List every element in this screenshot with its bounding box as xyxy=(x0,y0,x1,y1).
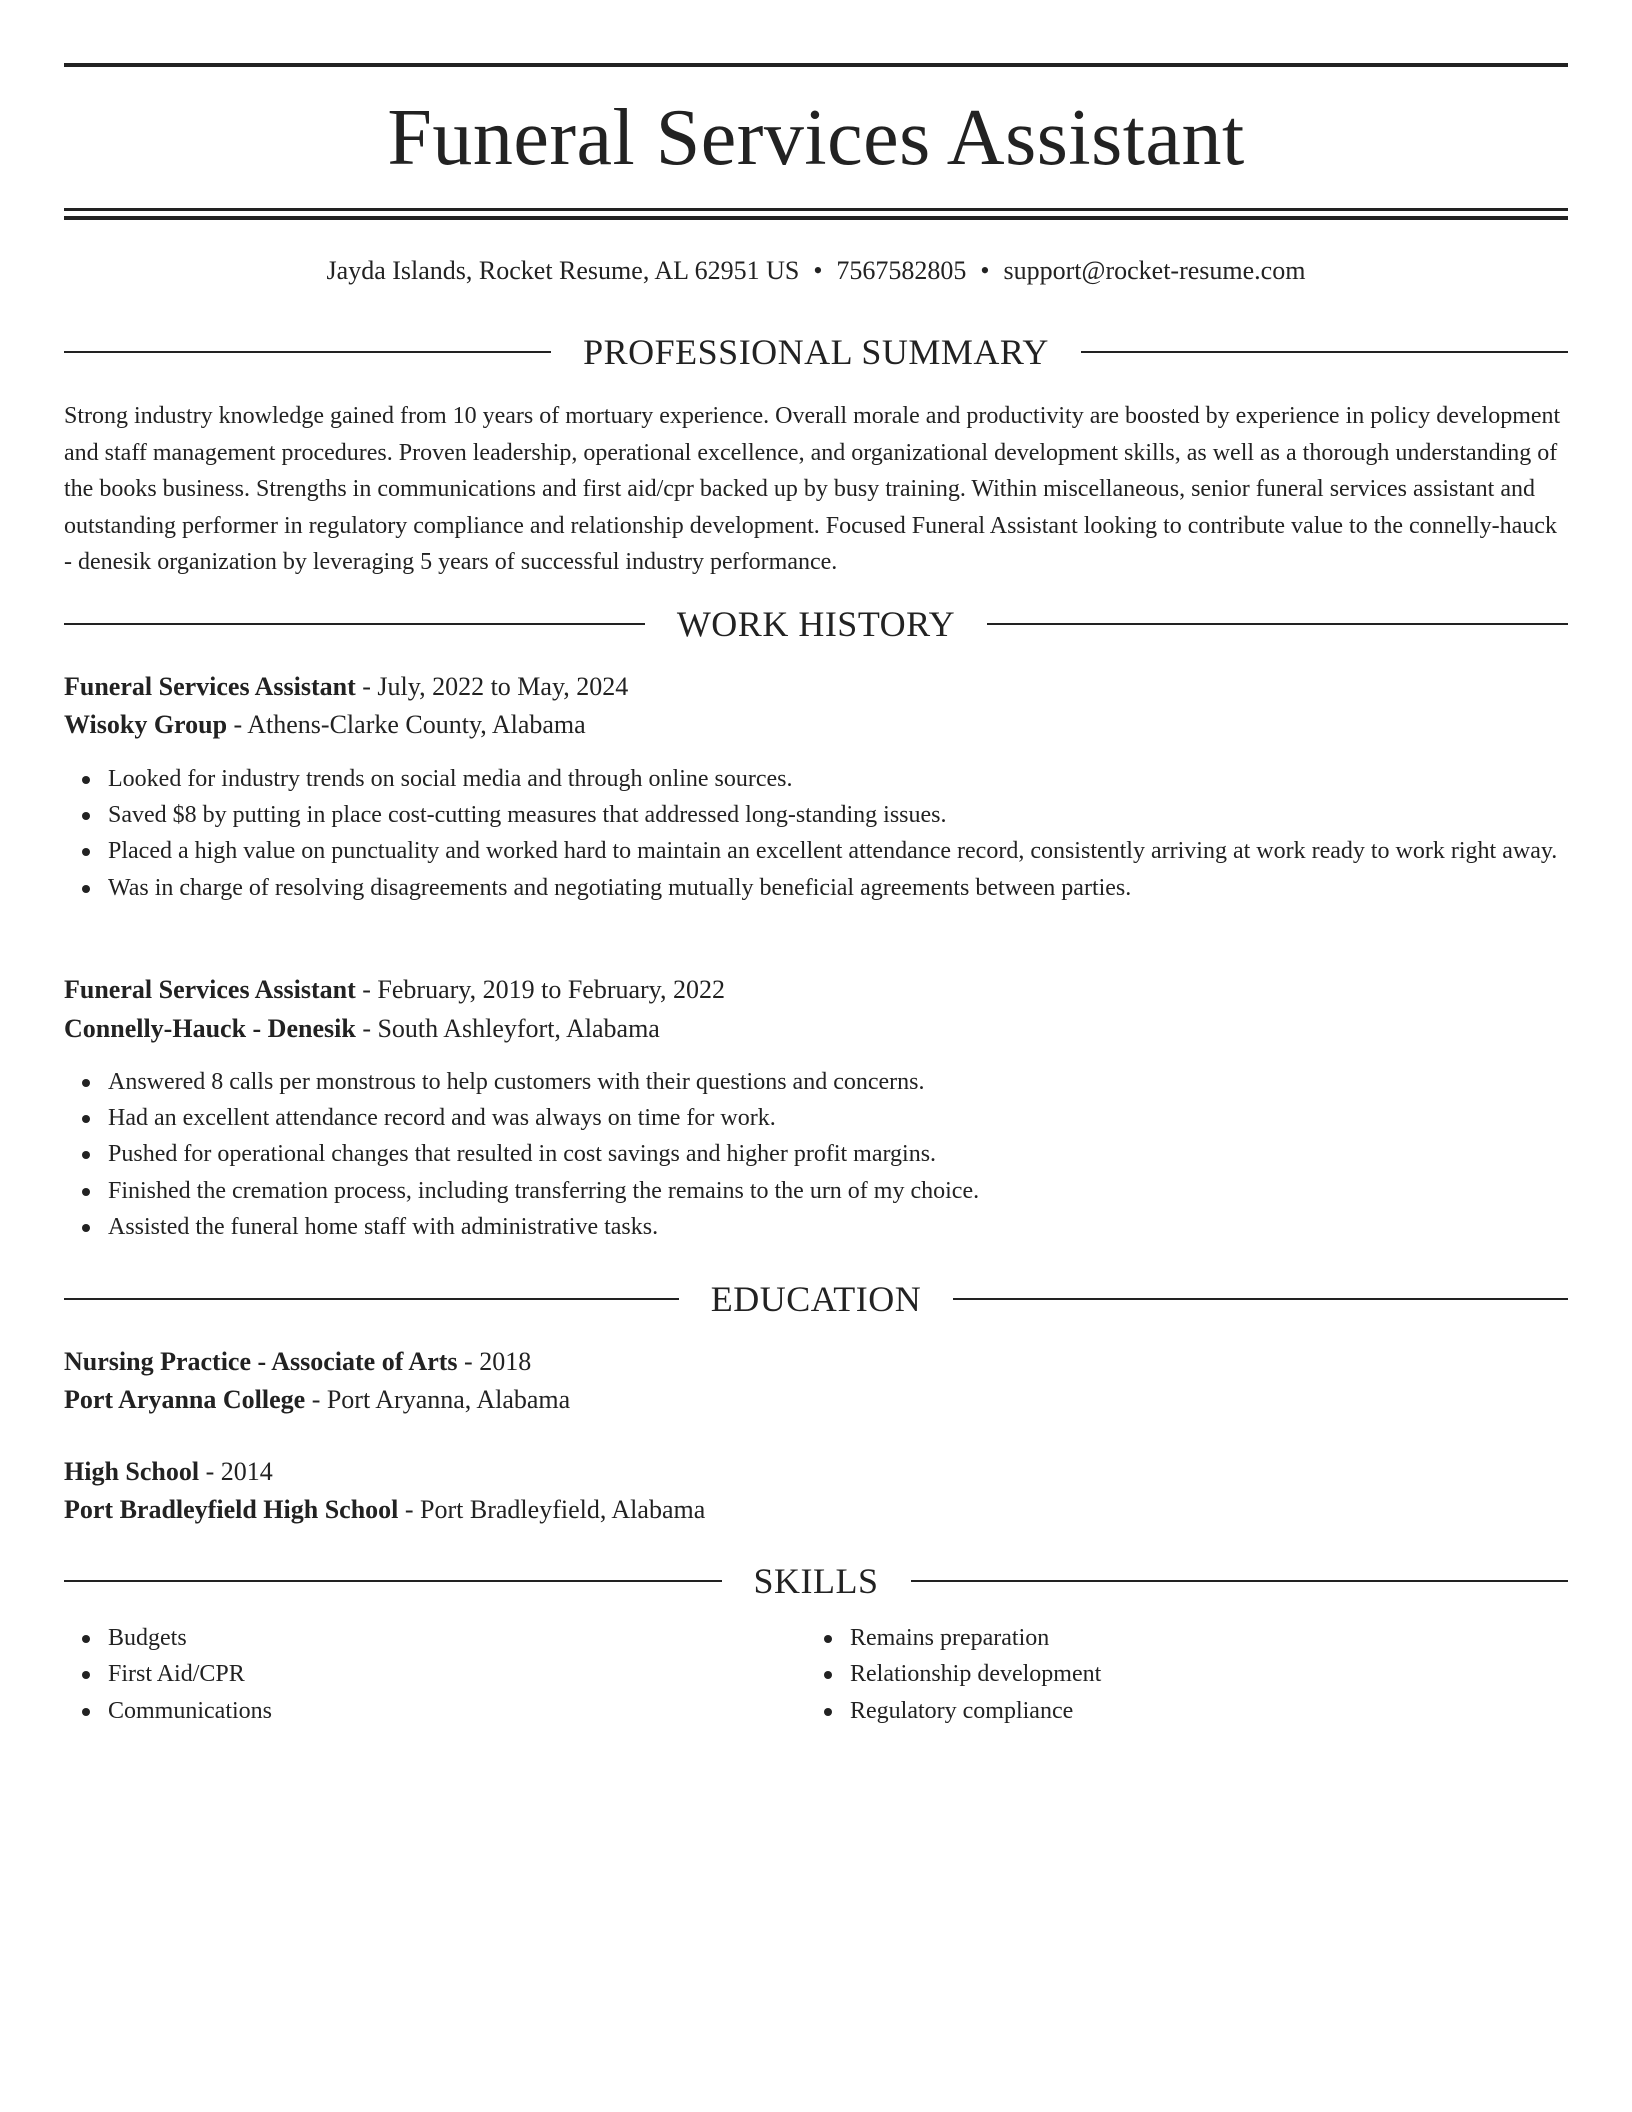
job-company-line xyxy=(64,706,1568,744)
job-dates: - February, 2019 to February, 2022 xyxy=(355,975,725,1004)
list-item: Finished the cremation process, including transferring the remains to the urn of my choice. xyxy=(64,1173,1568,1209)
education-degree: Nursing Practice - Associate of Arts xyxy=(64,1347,458,1376)
list-item: Had an excellent attendance record and was always on time for work. xyxy=(64,1100,1568,1136)
list-item: Looked for industry trends on social media and through online sources. xyxy=(64,761,1568,797)
education-school: Port Bradleyfield High School xyxy=(64,1495,399,1524)
list-item: Was in charge of resolving disagreements and negotiating mutually beneficial agreements between parties. xyxy=(64,870,1568,906)
list-item: Assisted the funeral home staff with administrative tasks. xyxy=(64,1209,1568,1245)
job-company-line xyxy=(64,1010,1568,1048)
education-degree-line xyxy=(64,1453,1568,1491)
list-item: Saved $8 by putting in place cost-cutting measures that addressed long-standing issues. xyxy=(64,797,1568,833)
education-location: - Port Aryanna, Alabama xyxy=(305,1385,571,1414)
section-heading-work-history xyxy=(64,602,1568,646)
job-title-line xyxy=(64,971,1568,1009)
section-title: SKILLS xyxy=(753,1561,879,1601)
list-item: Pushed for operational changes that resulted in cost savings and higher profit margins. xyxy=(64,1136,1568,1172)
contact-separator: • xyxy=(980,256,990,285)
skills-list-left xyxy=(64,1620,764,1729)
education-degree-line xyxy=(64,1343,1568,1381)
job-dates: - July, 2022 to May, 2024 xyxy=(355,672,629,701)
job-title-line xyxy=(64,668,1568,706)
heading-rule-left xyxy=(64,1298,679,1300)
job-company: Connelly-Hauck - Denesik xyxy=(64,1014,356,1043)
section-title: PROFESSIONAL SUMMARY xyxy=(583,332,1049,372)
list-item: Answered 8 calls per monstrous to help customers with their questions and concerns. xyxy=(64,1064,1568,1100)
contact-separator: • xyxy=(813,256,823,285)
contact-line xyxy=(64,253,1568,289)
resume-title: Funeral Services Assistant xyxy=(387,94,1245,182)
heading-rule-left xyxy=(64,351,551,353)
section-title: EDUCATION xyxy=(710,1279,922,1319)
heading-rule-left xyxy=(64,623,645,625)
education-location: - Port Bradleyfield, Alabama xyxy=(398,1495,706,1524)
skill-item: Remains preparation xyxy=(806,1620,1506,1656)
education-year: - 2018 xyxy=(457,1347,532,1376)
heading-rule-right xyxy=(987,623,1568,625)
contact-phone: 7567582805 xyxy=(836,256,967,285)
job-bullets xyxy=(64,761,1568,906)
job-title: Funeral Services Assistant xyxy=(64,672,356,701)
skills-list-right xyxy=(806,1620,1506,1729)
heading-rule-right xyxy=(953,1298,1568,1300)
heading-rule-left xyxy=(64,1580,722,1582)
section-heading-summary xyxy=(64,330,1568,374)
heading-rule-right xyxy=(1081,351,1568,353)
education-degree: High School xyxy=(64,1457,200,1486)
header-top-rule xyxy=(64,63,1568,67)
education-year: - 2014 xyxy=(199,1457,273,1486)
education-school: Port Aryanna College xyxy=(64,1385,306,1414)
skill-item: Relationship development xyxy=(806,1656,1506,1692)
section-heading-education xyxy=(64,1277,1568,1321)
heading-rule-right xyxy=(911,1580,1569,1582)
education-school-line xyxy=(64,1381,1568,1419)
job-title: Funeral Services Assistant xyxy=(64,975,356,1004)
header-bottom-rule-thick xyxy=(64,216,1568,220)
list-item: Placed a high value on punctuality and worked hard to maintain an excellent attendance record, consistently arriving at work ready to work right away. xyxy=(64,833,1568,869)
skill-item: First Aid/CPR xyxy=(64,1656,764,1692)
skill-item: Communications xyxy=(64,1693,764,1729)
contact-address: Jayda Islands, Rocket Resume, AL 62951 US xyxy=(326,256,800,285)
skill-item: Budgets xyxy=(64,1620,764,1656)
section-heading-skills xyxy=(64,1559,1568,1603)
contact-email: support@rocket-resume.com xyxy=(1003,256,1306,285)
job-company: Wisoky Group xyxy=(64,710,228,739)
header-bottom-rule-thin xyxy=(64,208,1568,211)
job-location: - South Ashleyfort, Alabama xyxy=(355,1014,660,1043)
section-title: WORK HISTORY xyxy=(676,604,956,644)
job-location: - Athens-Clarke County, Alabama xyxy=(227,710,586,739)
education-school-line xyxy=(64,1491,1568,1529)
skill-item: Regulatory compliance xyxy=(806,1693,1506,1729)
job-bullets xyxy=(64,1064,1568,1245)
summary-paragraph: Strong industry knowledge gained from 10 years of mortuary experience. Overall morale and productivity are boosted by experience in policy development and staff management procedures. Proven leadership, operational excellence, and organizational development skills, as well as a thorough understanding of the books business. Strengths in communications and first aid/cpr backed up by busy training. Within miscellaneous, senior funeral services assistant and outstanding performer in regulatory compliance and relationship development. Focused Funeral Assistant looking to contribute value to the connelly-hauck - denesik organization by leveraging 5 years of successful industry performance. xyxy=(64,403,1561,575)
